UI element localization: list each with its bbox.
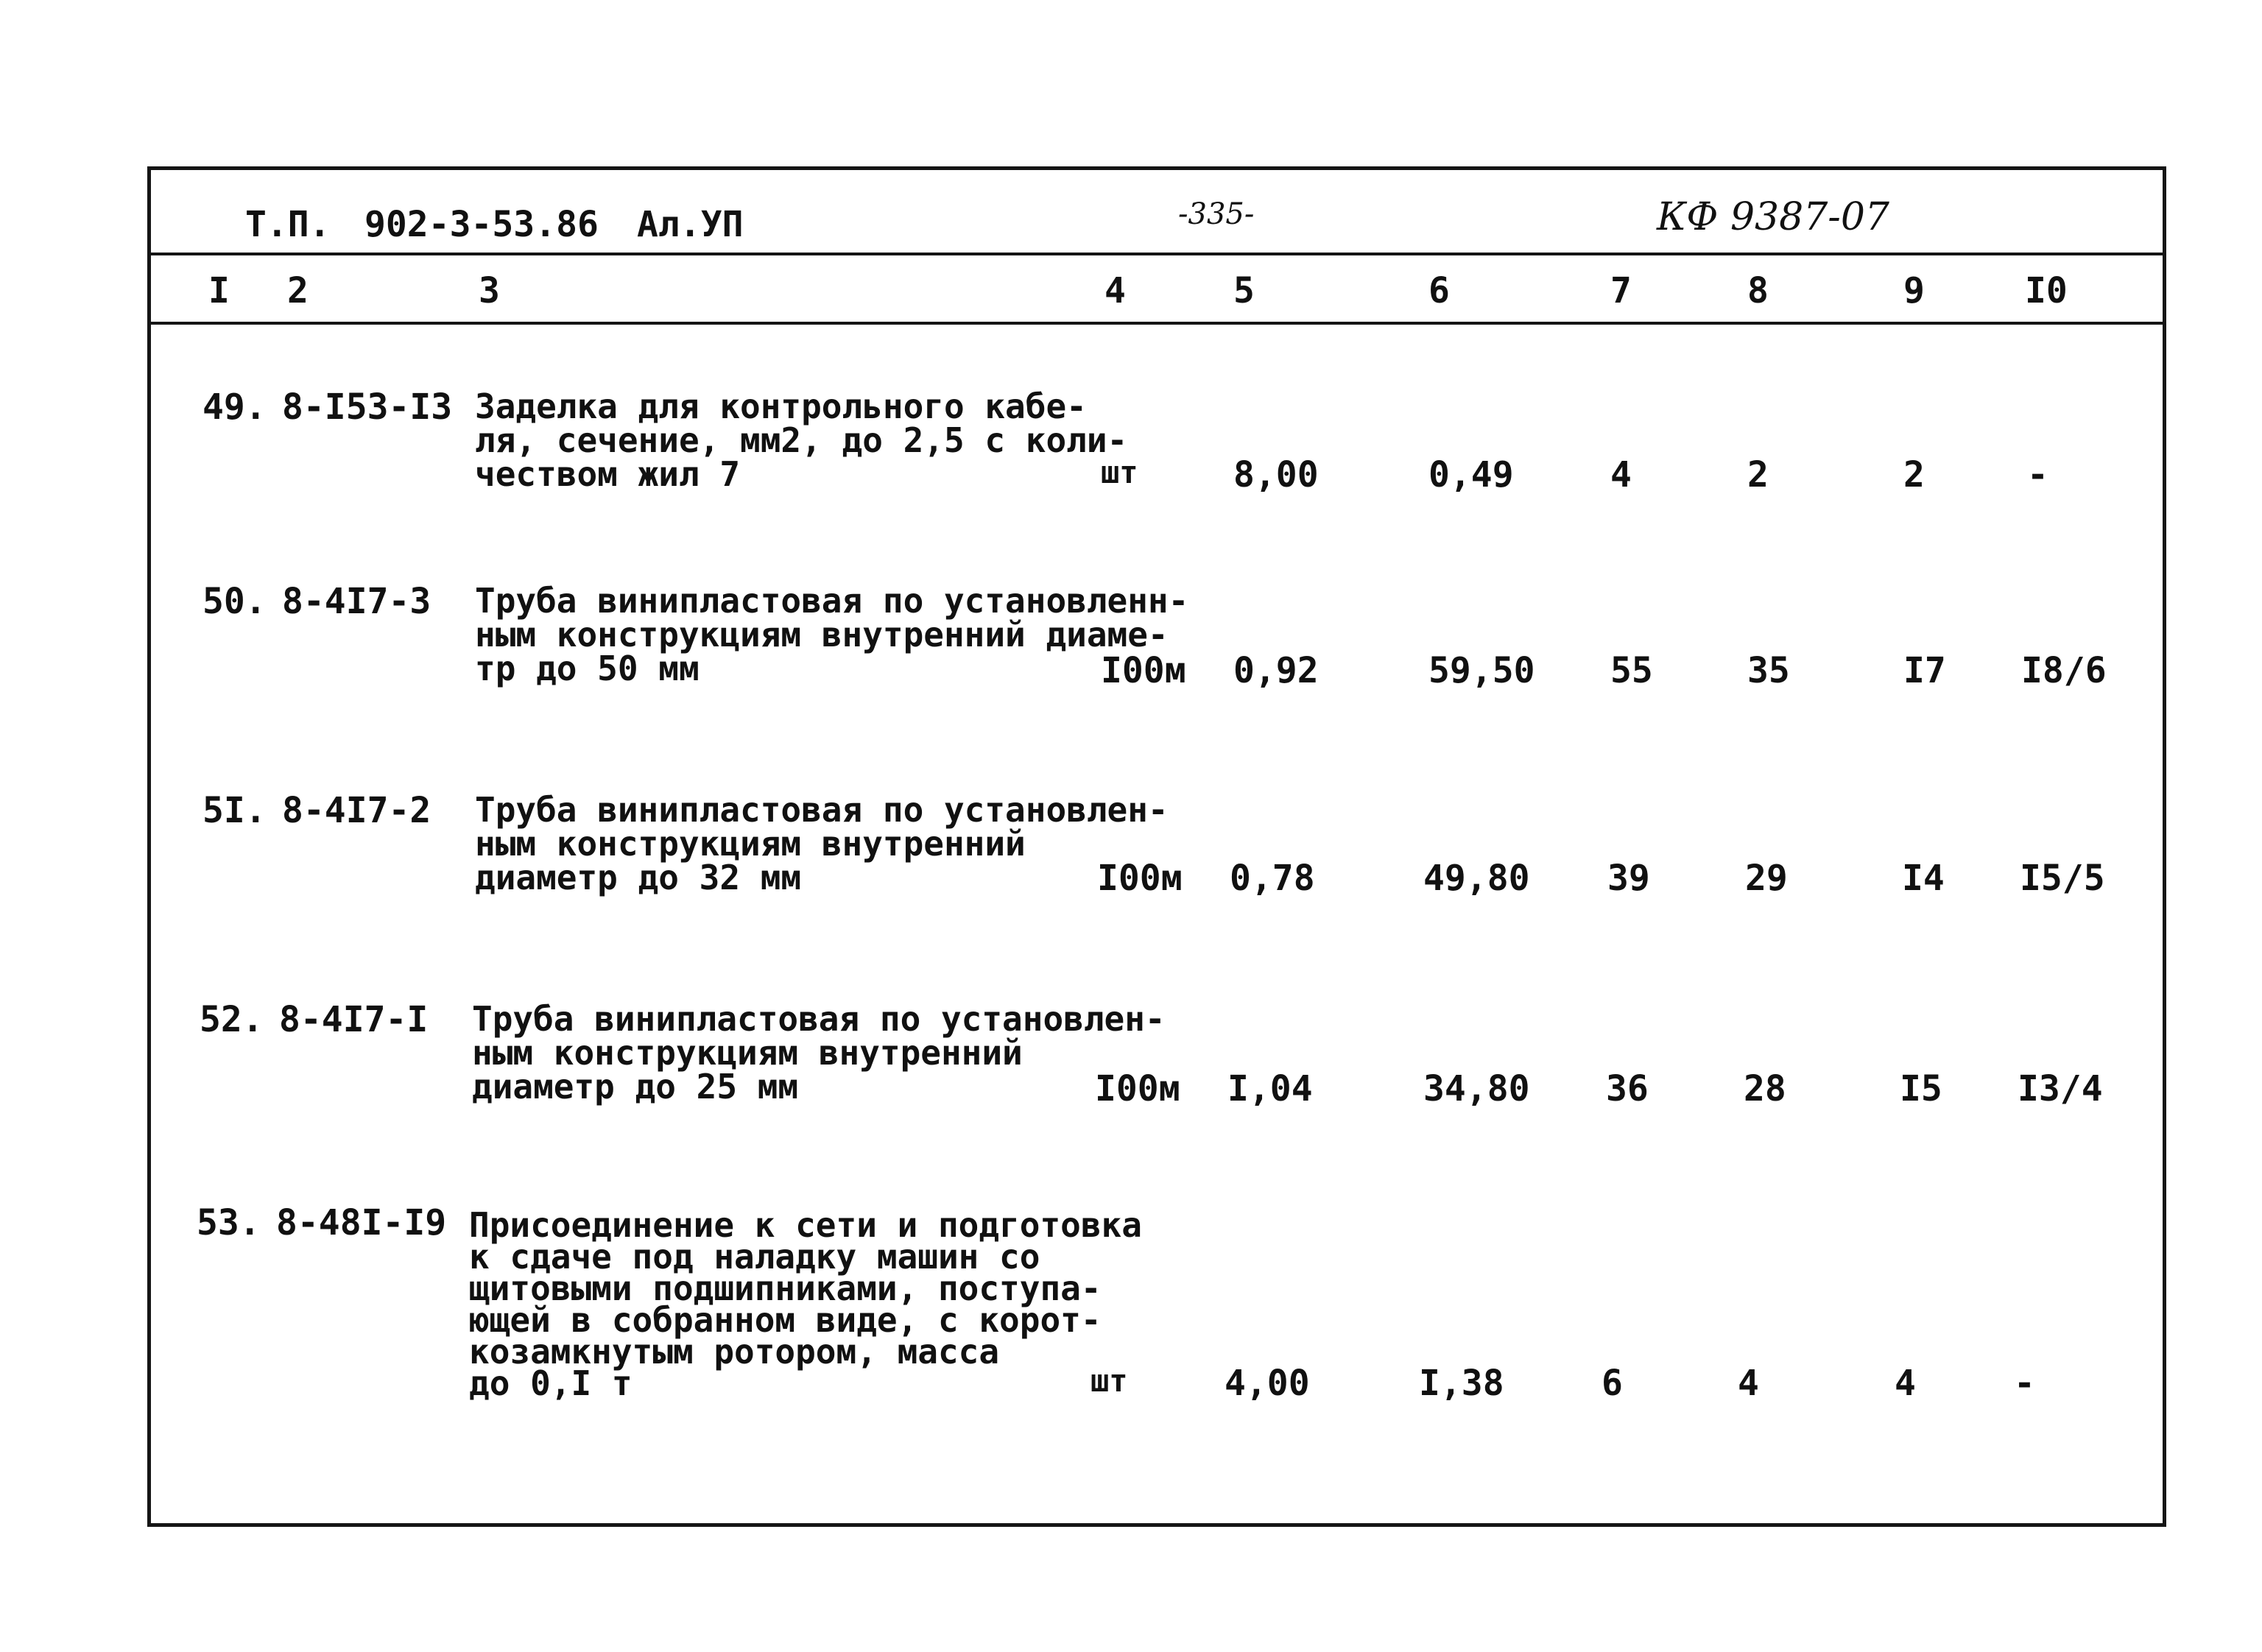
column-header-8: 8: [1747, 270, 1769, 311]
description-line: Труба винипластовая по установленн-: [475, 581, 1189, 621]
column-header-7: 7: [1610, 270, 1632, 311]
doc-number: 902-3-53.86: [364, 204, 599, 245]
row-col9: I5: [1900, 1068, 1942, 1109]
description-line: до 0,I т: [469, 1363, 633, 1403]
row-quantity: 4,00: [1225, 1363, 1310, 1404]
row-number: 52.: [200, 999, 264, 1040]
row-code: 8-48I-I9: [276, 1202, 447, 1243]
row-col7: 36: [1606, 1068, 1649, 1109]
row-col9: 2: [1903, 454, 1925, 495]
row-unit: I00м: [1095, 1068, 1180, 1109]
row-unit: I00м: [1101, 650, 1186, 691]
album-label: Ал.УП: [637, 204, 744, 245]
description-line: тр до 50 мм: [475, 649, 700, 688]
row-col8: 35: [1747, 650, 1790, 691]
column-header-divider: [151, 322, 2163, 325]
row-quantity: 0,92: [1233, 650, 1319, 691]
row-description: [475, 581, 1189, 688]
description-line: к сдаче под наладку машин со: [469, 1237, 1040, 1277]
row-number: 5I.: [202, 790, 267, 831]
row-col7: 6: [1602, 1363, 1623, 1404]
row-col6: 34,80: [1423, 1068, 1530, 1109]
description-line: диаметр до 25 мм: [472, 1067, 799, 1106]
column-header-2: 2: [287, 270, 309, 311]
row-col8: 29: [1745, 858, 1788, 899]
description-line: козамкнутым ротором, масса: [469, 1332, 1000, 1372]
row-col9: I7: [1903, 650, 1946, 691]
row-col6: I,38: [1419, 1363, 1504, 1404]
row-col10: I3/4: [2018, 1068, 2103, 1109]
column-header-5: 5: [1233, 270, 1255, 311]
row-col7: 55: [1610, 650, 1653, 691]
row-unit: шт: [1091, 1363, 1128, 1399]
doc-prefix: Т.П.: [245, 204, 331, 245]
row-number: 53.: [197, 1202, 261, 1243]
row-unit: I00м: [1097, 858, 1183, 899]
description-line: ющей в собранном виде, с корот-: [469, 1300, 1102, 1340]
row-col6: 59,50: [1428, 650, 1535, 691]
row-col8: 2: [1747, 454, 1769, 495]
row-code: 8-4I7-2: [282, 790, 431, 831]
row-col6: 49,80: [1423, 858, 1530, 899]
row-col8: 4: [1738, 1363, 1759, 1404]
row-col10: I8/6: [2021, 650, 2107, 691]
column-header-3: 3: [479, 270, 500, 311]
row-code: 8-4I7-I: [279, 999, 429, 1040]
description-line: чеством жил 7: [475, 454, 741, 494]
column-header-6: 6: [1428, 270, 1450, 311]
column-header-10: I0: [2025, 270, 2068, 311]
description-line: Труба винипластовая по установлен-: [472, 999, 1166, 1039]
description-line: ным конструкциям внутренний диаме-: [475, 615, 1169, 654]
description-line: щитовыми подшипниками, поступа-: [469, 1268, 1102, 1308]
column-header-9: 9: [1903, 270, 1925, 311]
row-quantity: I,04: [1227, 1068, 1313, 1109]
description-line: диаметр до 32 мм: [475, 858, 802, 897]
description-line: Труба винипластовая по установлен-: [475, 790, 1169, 830]
row-col9: I4: [1902, 858, 1945, 899]
page-number: -335-: [1178, 197, 1255, 231]
row-col6: 0,49: [1428, 454, 1514, 495]
row-number: 50.: [202, 581, 267, 622]
row-col10: -: [2027, 454, 2048, 495]
row-col7: 39: [1607, 858, 1650, 899]
column-header-1: I: [208, 270, 230, 311]
row-col10: I5/5: [2020, 858, 2105, 899]
row-description: [469, 1205, 1142, 1403]
row-col7: 4: [1610, 454, 1632, 495]
document-sheet: [147, 166, 2166, 1527]
description-line: Присоединение к сети и подготовка: [469, 1205, 1142, 1245]
description-line: ным конструкциям внутренний: [472, 1033, 1023, 1073]
row-number: 49.: [202, 386, 267, 428]
row-col9: 4: [1895, 1363, 1916, 1404]
row-unit: шт: [1101, 454, 1138, 490]
row-col8: 28: [1744, 1068, 1786, 1109]
description-line: ным конструкциям внутренний: [475, 824, 1026, 864]
document-code: КФ 9387-07: [1657, 195, 1890, 239]
description-line: Заделка для контрольного кабе-: [475, 386, 1087, 426]
row-description: [475, 790, 1169, 897]
row-quantity: 8,00: [1233, 454, 1319, 495]
row-description: [472, 999, 1166, 1106]
row-code: 8-4I7-3: [282, 581, 431, 622]
row-code: 8-I53-I3: [282, 386, 453, 428]
row-description: [475, 386, 1128, 494]
description-line: ля, сечение, мм2, до 2,5 с коли-: [475, 420, 1128, 460]
column-header-4: 4: [1104, 270, 1126, 311]
header-divider: [151, 253, 2163, 255]
row-quantity: 0,78: [1230, 858, 1315, 899]
row-col10: -: [2014, 1363, 2035, 1404]
